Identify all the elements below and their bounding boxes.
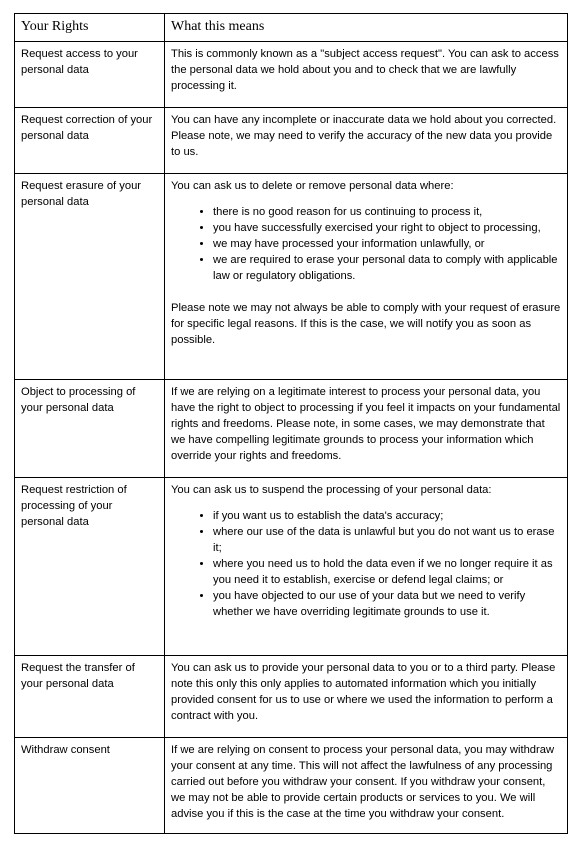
bullet-item: • if you want us to establish the data's accuracy; (213, 508, 561, 524)
meaning-text: This is commonly known as a "subject access request". You can ask to access the personal data we hold about you and to check that we are lawfully processing it. (171, 48, 559, 92)
rights-table (14, 13, 568, 834)
meaning-note: Please note we may not always be able to comply with your request of erasure for specific legal reasons. If this is the case, we will notify you as soon as possible. (171, 302, 561, 346)
right-label: Object to processing of your personal data (21, 386, 136, 414)
bullet-item: • we may have processed your information unlawfully, or (213, 236, 561, 252)
right-cell (15, 174, 165, 380)
bullet-item: • you have successfully exercised your right to object to processing, (213, 220, 561, 236)
meaning-cell (165, 174, 568, 380)
table-row (15, 656, 568, 738)
bullet-list (171, 204, 561, 284)
right-label: Request erasure of your personal data (21, 180, 142, 208)
header-what-this-means: What this means (165, 14, 568, 42)
bullet-item: • we are required to erase your personal data to comply with applicable law or regulatory obligations. (213, 252, 561, 284)
rights-body (15, 42, 568, 834)
meaning-cell (165, 108, 568, 174)
meaning-text: You can ask us to suspend the processing of your personal data: (171, 484, 492, 496)
right-label: Request restriction of processing of your personal data (21, 484, 127, 528)
meaning-cell (165, 656, 568, 738)
table-row (15, 42, 568, 108)
right-cell (15, 738, 165, 834)
meaning-text: If we are relying on a legitimate interest to process your personal data, you have the right to object to processing if you feel it impacts on your fundamental rights and freedoms. Please note, in some cases, we may demonstrate that we have compelling legitimate grounds to process your information which override your rights and freedoms. (171, 386, 561, 462)
meaning-text: You can ask us to provide your personal data to you or to a third party. Please note this only this only applies to automated information which you initially provided consent for us to use or where we used the information to perform a contract with you. (171, 662, 556, 722)
right-cell (15, 108, 165, 174)
meaning-text: You can have any incomplete or inaccurate data we hold about you corrected. Please note, we may need to verify the accuracy of the new data you provide to us. (171, 114, 557, 158)
table-row (15, 108, 568, 174)
meaning-text: You can ask us to delete or remove personal data where: (171, 180, 454, 192)
bullet-item: • there is no good reason for us continuing to process it, (213, 204, 561, 220)
bullet-item: • where our use of the data is unlawful but you do not want us to erase it; (213, 524, 561, 556)
header-your-rights: Your Rights (15, 14, 165, 42)
right-label: Request the transfer of your personal data (21, 662, 135, 690)
bullet-item: • you have objected to our use of your data but we need to verify whether we have overriding legitimate grounds to use it. (213, 588, 561, 620)
right-label: Request access to your personal data (21, 48, 138, 76)
meaning-cell (165, 478, 568, 656)
table-row (15, 478, 568, 656)
right-label: Withdraw consent (21, 744, 110, 756)
table-row (15, 174, 568, 380)
bullet-item: • where you need us to hold the data even if we no longer require it as you need it to establish, exercise or defend legal claims; or (213, 556, 561, 588)
meaning-text: If we are relying on consent to process your personal data, you may withdraw your consent at any time. This will not affect the lawfulness of any processing carried out before you withdraw your consent. If you withdraw your consent, we may not be able to provide certain products or services to you. We will advise you if this is the case at the time you withdraw your consent. (171, 744, 555, 820)
right-label: Request correction of your personal data (21, 114, 153, 142)
right-cell (15, 656, 165, 738)
table-row (15, 738, 568, 834)
meaning-cell (165, 738, 568, 834)
meaning-cell (165, 380, 568, 478)
meaning-cell (165, 42, 568, 108)
bullet-list (171, 508, 561, 620)
table-row (15, 380, 568, 478)
right-cell (15, 42, 165, 108)
right-cell (15, 380, 165, 478)
right-cell (15, 478, 165, 656)
header-row (15, 14, 568, 42)
